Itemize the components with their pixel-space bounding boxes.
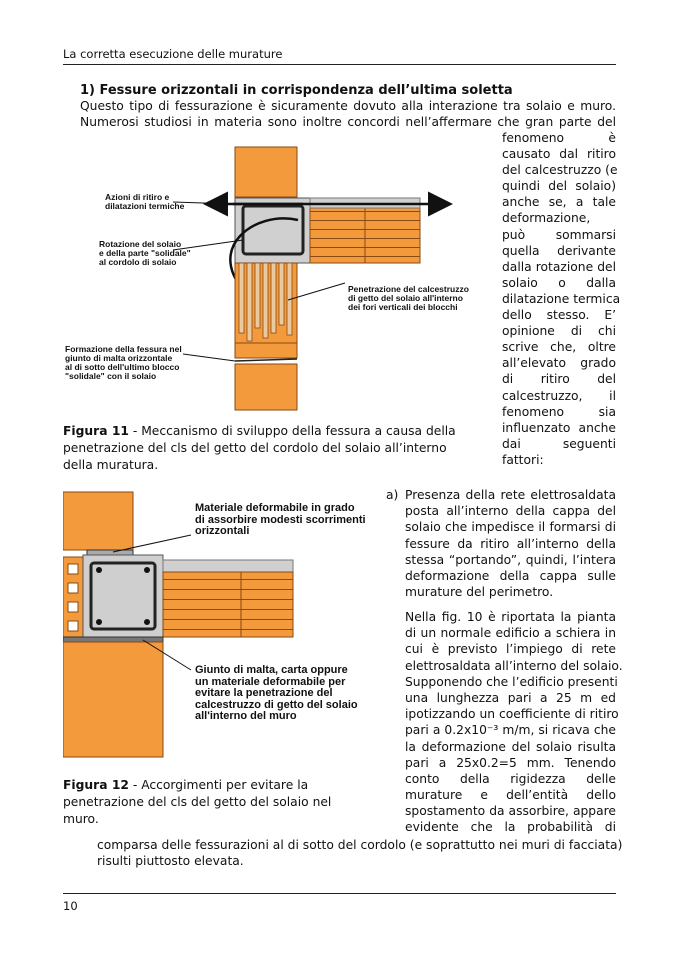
right-column-line: quindi del solaio) (502, 179, 616, 194)
paragraph-2-line: pari a 25x0.2=5 mm. Tenendo (405, 755, 616, 770)
footer-rule (63, 893, 616, 894)
closing-line: comparsa delle fessurazioni al di sotto del cordolo (e soprattutto nei muri di facciata) (97, 838, 623, 852)
right-column-line: influenzato anche (502, 420, 616, 435)
closing-line: risulti piuttosto elevata. (97, 854, 244, 869)
fig11-label-rotazione: Rotazione del solaio e della parte "solidale" al cordolo di solaio (99, 239, 191, 267)
figure-12-caption (63, 777, 363, 828)
paragraph-2-line: pari a 0.2x10⁻³ m/m, si ricava che (405, 723, 616, 738)
upper-brick (235, 147, 297, 197)
figure-11-caption-text: - Meccanismo di sviluppo della fessura a causa della penetrazione del cls del getto del cordolo del solaio all’interno della muratura. (63, 424, 456, 472)
paragraph-2-line: elettrosaldata all’interno del solaio. (405, 658, 623, 673)
figure-11-caption (63, 423, 458, 474)
paragraph-2-line: Nella fig. 10 è riportata la pianta (405, 610, 616, 624)
lower-brick (63, 642, 163, 757)
right-column-line: dai seguenti (502, 436, 616, 451)
page-number: 10 (63, 899, 78, 913)
header-rule (63, 64, 616, 65)
right-column-line: anche se, a tale (502, 195, 616, 210)
ring-beam (83, 555, 163, 637)
paragraph-2-line: murature e dell’entità dello (405, 788, 616, 803)
right-column-line: di ritiro del (502, 372, 616, 387)
fig12-label-giunto: Giunto di malta, carta oppure un materiale deformabile per evitare la penetrazione del calcestruzzo di getto del solaio all'interno del muro (195, 664, 358, 722)
paragraph-2 (405, 609, 623, 836)
figure-12-caption-prefix: Figura 12 (63, 778, 129, 792)
right-column-line: causato dal ritiro (502, 147, 616, 162)
right-column-line: all’elevato grado (502, 356, 616, 371)
intro-line-1: Questo tipo di fessurazione è sicuramente dovuto alla interazione tra solaio e muro. (80, 99, 616, 113)
list-item-a-line: fessure da ritiro all’interno della (405, 536, 616, 551)
right-column-text (502, 130, 621, 468)
right-column-line: opinione di chi (502, 324, 616, 339)
fig12-label-materiale: Materiale deformabile in grado di assorbire modesti scorrimenti orizzontali (195, 502, 366, 537)
list-item-a-line: solaio che impedisce il formarsi di (405, 520, 616, 535)
right-column-line: scrive che, oltre (502, 340, 616, 355)
list-item-a-line: Presenza della rete elettrosaldata (405, 488, 616, 502)
section-title: 1) Fessure orizzontali in corrispondenza dell’ultima soletta (80, 83, 513, 98)
intro-line-2: Numerosi studiosi in materia sono inoltre concordi nell’affermare che gran parte del (80, 115, 616, 129)
figure-11-diagram (63, 140, 503, 425)
right-column-line: fenomeno è (502, 131, 616, 145)
list-marker-a: a) (386, 488, 399, 502)
right-column-line: fenomeno sia (502, 404, 616, 419)
list-item-a-line: stessa “portando”, quindi, l’intera (405, 552, 616, 567)
right-column-line: calcestruzzo, il (502, 388, 616, 403)
paragraph-2-line: evidente che la probabilità di (405, 820, 616, 835)
fig11-label-formazione: Formazione della fessura nel giunto di malta orizzontale al di sotto dell'ultimo blocco "solidale" con il solaio (65, 344, 182, 381)
paragraph-2-line: una lunghezza pari a 25 m ed (405, 690, 616, 705)
right-column-line: fattori: (502, 452, 544, 467)
fig11-label-penetrazione: Penetrazione del calcestruzzo di getto del solaio all'interno dei fori verticali dei blocchi (348, 284, 469, 312)
list-item-a-line: deformazione della cappa sulle (405, 568, 616, 583)
right-column-line: dello stesso. E’ (502, 308, 616, 323)
right-column-line: dalla rotazione del (502, 259, 616, 274)
right-column-line: del calcestruzzo (e (502, 163, 618, 178)
right-column-line: può sommarsi (502, 227, 616, 242)
paragraph-2-line: ipotizzando un coefficiente di ritiro (405, 707, 619, 722)
paragraph-2-line: cui è previsto l’impiego di rete (405, 642, 616, 657)
list-item-a (405, 487, 616, 600)
paragraph-2-line: Supponendo che l’edificio presenti (405, 674, 618, 689)
lowest-brick (235, 364, 297, 410)
right-column-line: deformazione, (502, 211, 591, 226)
upper-brick (63, 492, 133, 550)
paragraph-2-line: la deformazione del solaio risulta (405, 739, 616, 754)
paragraph-2-line: spostamento da assorbire, appare (405, 804, 616, 819)
fig11-label-ritiro: Azioni di ritiro e dilatazioni termiche (105, 192, 185, 211)
right-column-line: quella derivante (502, 243, 616, 258)
closing-text (97, 837, 623, 869)
paragraph-2-line: conto della rigidezza delle (405, 771, 616, 786)
floor-slab (163, 572, 293, 637)
right-column-line: solaio o dalla (502, 275, 616, 290)
running-header: La corretta esecuzione delle murature (63, 47, 283, 61)
mortar-joint (63, 637, 163, 642)
list-item-a-line: posta all’interno della cappa del (405, 504, 616, 519)
list-item-a-line: murature del perimetro. (405, 585, 554, 600)
figure-11-caption-prefix: Figura 11 (63, 424, 129, 438)
right-column-line: dilatazione termica (502, 291, 621, 306)
paragraph-2-line: di un normale edificio a schiera in (405, 626, 616, 641)
figure-12-caption-text: - Accorgimenti per evitare la penetrazione del cls del getto del solaio nel muro. (63, 778, 332, 826)
